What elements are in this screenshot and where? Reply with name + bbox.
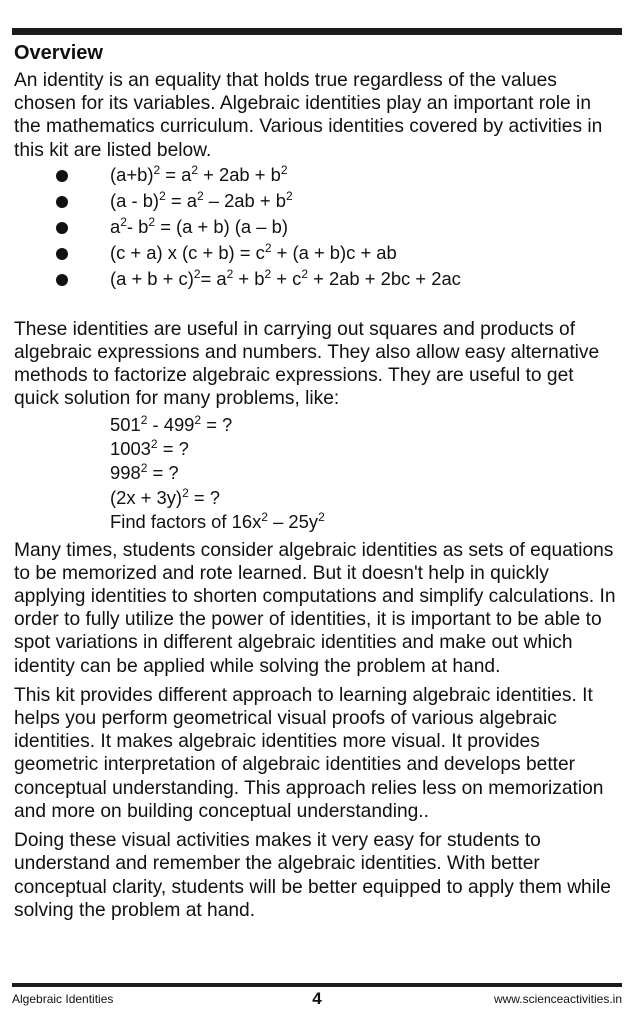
section-title: Overview bbox=[14, 42, 103, 64]
bullet-icon bbox=[56, 196, 68, 208]
example-problems bbox=[14, 413, 622, 535]
identity-formula: $a^2-$ $b^2 = (a + b)$ (a – b) bbox=[110, 214, 288, 237]
example-problem: $998^2$ = ? bbox=[110, 461, 179, 484]
list-item bbox=[14, 266, 622, 292]
bullet-icon bbox=[56, 274, 68, 286]
footer-website: www.scienceactivities.in bbox=[493, 992, 622, 1006]
list-item bbox=[14, 188, 622, 214]
memorization-paragraph: Many times, students consider algebraic identities as sets of equations to be memorized and rote learned. But it doesn't help in quickly applying identities to shorten computations and simplify calculations. In order to fully utilize the power of identities, it is important to be able to spot variations in different algebraic identities and make out which identity can be applied while solving the problem at hand. bbox=[14, 539, 616, 677]
bullet-icon bbox=[56, 170, 68, 182]
bottom-rule bbox=[12, 983, 622, 987]
top-rule bbox=[12, 28, 622, 35]
list-item bbox=[14, 214, 622, 240]
bullet-icon bbox=[56, 222, 68, 234]
example-problem: Find factors of $16x^2 - 25y^2$ bbox=[110, 510, 325, 533]
benefit-paragraph: Doing these visual activities makes it very easy for students to understand and remember the algebraic identities. With better conceptual clarity, students will be better equipped to apply them while solving the problem at hand. bbox=[14, 830, 611, 921]
identity-formula: $(a - b)^2 = a^2 - 2ab + b^2$ bbox=[110, 188, 293, 211]
example-problem: $(2x + 3y)^2$ = ? bbox=[110, 485, 220, 508]
overview-section bbox=[14, 41, 622, 922]
list-item bbox=[14, 240, 622, 266]
identity-formula: $(a + b + c)^2= a^2 + b^2 + c^2 + 2ab + 2bc + 2ac$ bbox=[110, 266, 461, 289]
kit-approach-paragraph: This kit provides different approach to learning algebraic identities. It helps you perform geometrical visual proofs of various algebraic identities. It makes algebraic identities more visual. It provides geometric interpretation of algebraic identities and develops better conceptual understanding. This approach relies less on memorization and more on building conceptual understanding.. bbox=[14, 684, 604, 822]
example-problem: $1003^2$ = ? bbox=[110, 437, 189, 460]
identity-formula: (c + a) x $(c + b) = c^2 + (a + b)c$ + ab bbox=[110, 240, 397, 263]
identity-list bbox=[14, 162, 622, 292]
list-item bbox=[14, 162, 622, 188]
spacer bbox=[14, 292, 622, 318]
page-number: 4 bbox=[312, 989, 322, 1008]
footer-book-title: Algebraic Identities bbox=[12, 992, 114, 1006]
page-footer bbox=[12, 989, 622, 1009]
example-problem: $501^2 - 499^2$ = ? bbox=[110, 412, 233, 435]
intro-paragraph: An identity is an equality that holds true regardless of the values chosen for its variables. Algebraic identities play an important role in the mathematics curriculum. Various identities covered by activities in this kit are listed below. bbox=[14, 70, 603, 161]
identity-formula: $(a+b)^2 = a^2 + 2ab + b^2$ bbox=[110, 162, 288, 185]
usefulness-paragraph: These identities are useful in carrying out squares and products of algebraic expressions and numbers. They also allow easy alternative methods to factorize algebraic expressions. They are useful to get quick solution for many problems, like: bbox=[14, 318, 600, 410]
bullet-icon bbox=[56, 248, 68, 260]
